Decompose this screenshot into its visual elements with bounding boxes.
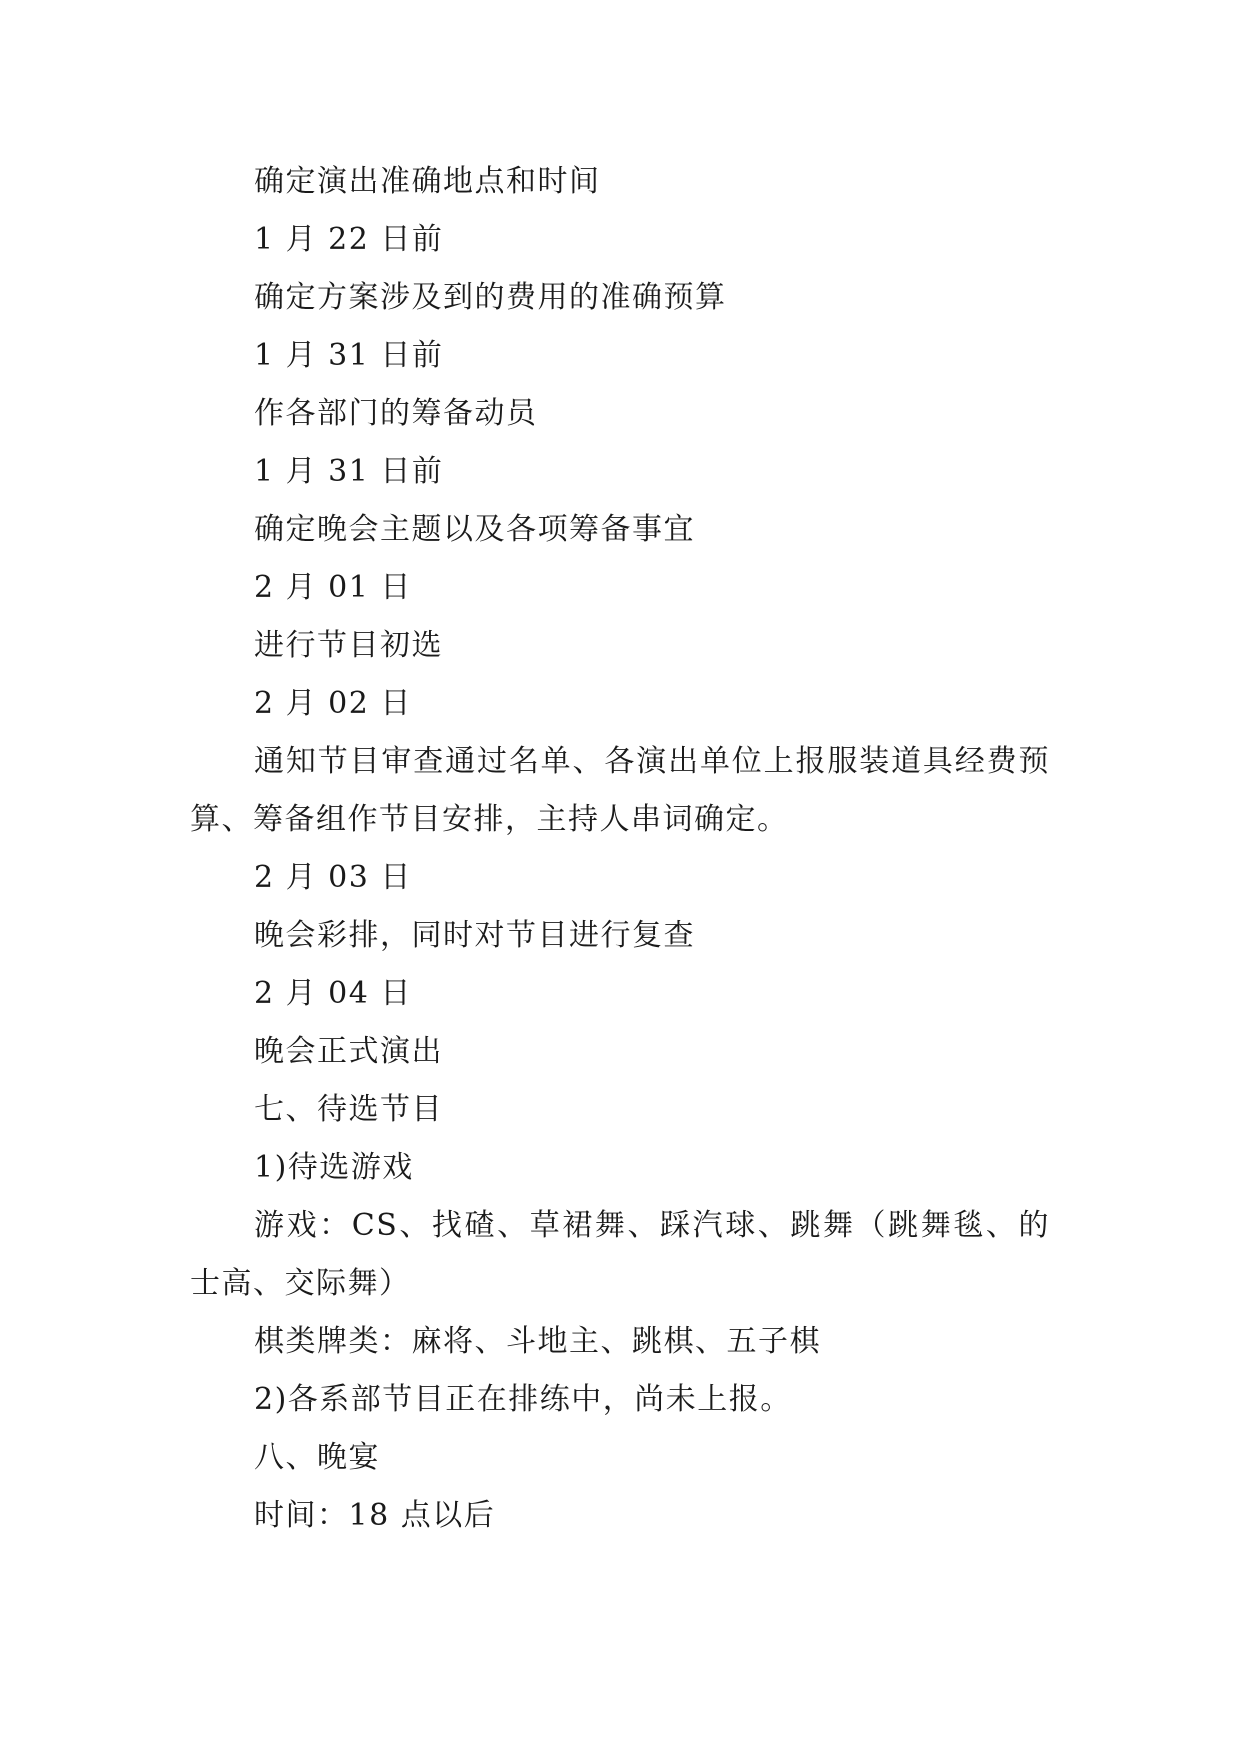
text-paragraph: 通知节目审查通过名单、各演出单位上报服装道具经费预算、筹备组作节目安排，主持人串词确定。: [190, 744, 1050, 837]
section-heading: 七、待选节目: [254, 1092, 443, 1127]
text-line: 确定演出准确地点和时间: [254, 164, 601, 199]
date-line: 2 月 03 日: [254, 860, 412, 895]
text-line: 确定晚会主题以及各项筹备事宜: [254, 512, 695, 547]
text-line: 时间：18 点以后: [254, 1498, 496, 1533]
date-line: 2 月 04 日: [254, 976, 412, 1011]
text-line: 晚会彩排，同时对节目进行复查: [254, 918, 695, 953]
date-line: 2 月 01 日: [254, 570, 412, 605]
text-line: 进行节目初选: [254, 628, 443, 663]
subsection-heading: 2)各系部节目正在排练中，尚未上报。: [254, 1382, 792, 1417]
text-line: 晚会正式演出: [254, 1034, 443, 1069]
text-line: 确定方案涉及到的费用的准确预算: [254, 280, 727, 315]
text-line: 棋类牌类：麻将、斗地主、跳棋、五子棋: [254, 1324, 821, 1359]
date-line: 1 月 22 日前: [254, 222, 444, 257]
text-paragraph: 游戏：CS、找碴、草裙舞、踩汽球、跳舞（跳舞毯、的士高、交际舞）: [190, 1208, 1050, 1301]
section-heading: 八、晚宴: [254, 1440, 380, 1475]
date-line: 1 月 31 日前: [254, 454, 444, 489]
subsection-heading: 1)待选游戏: [254, 1150, 414, 1185]
date-line: 1 月 31 日前: [254, 338, 444, 373]
text-line: 作各部门的筹备动员: [254, 396, 538, 431]
date-line: 2 月 02 日: [254, 686, 412, 721]
document-body: [190, 153, 1050, 1545]
